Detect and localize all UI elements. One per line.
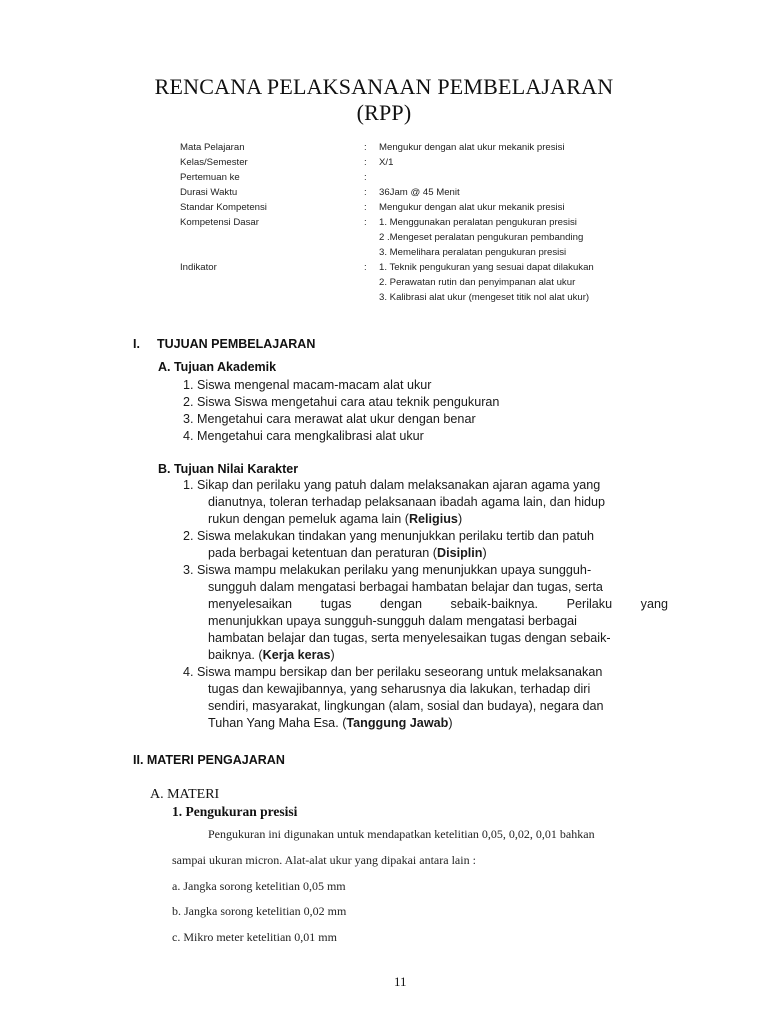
info-colon: : (364, 172, 367, 183)
document-title: RENCANA PELAKSANAAN PEMBELAJARAN (154, 74, 614, 99)
info-label: Mata Pelajaran (180, 142, 245, 153)
character-goal-line (208, 496, 605, 509)
character-goal-line (208, 649, 335, 662)
info-label: Kompetensi Dasar (180, 217, 259, 228)
info-value: Mengukur dengan alat ukur mekanik presisi (379, 202, 565, 213)
character-goal-line (208, 700, 604, 713)
character-goal-line (208, 717, 453, 730)
line-text: 2. Siswa melakukan tindakan yang menunjukkan perilaku tertib dan patuh (183, 529, 594, 543)
academic-goal-item: 3. Mengetahui cara merawat alat ukur dengan benar (183, 412, 476, 426)
info-label: Standar Kompetensi (180, 202, 267, 213)
info-colon: : (364, 142, 367, 153)
info-value: X/1 (379, 157, 394, 168)
info-colon: : (364, 217, 367, 228)
section-2-heading: II. MATERI PENGAJARAN (133, 753, 285, 767)
line-text: sungguh dalam mengatasi berbagai hambatan belajar dan tugas, serta (208, 580, 603, 594)
line-text: tugas dan kewajibannya, yang seharusnya dia lakukan, terhadap diri (208, 682, 591, 696)
subsection-a-heading: A. Tujuan Akademik (158, 360, 277, 374)
line-text: 4. Siswa mampu bersikap dan ber perilaku seseorang untuk melaksanakan (183, 665, 603, 679)
character-goal-line (208, 615, 577, 628)
character-goal-line (208, 598, 668, 611)
line-suffix: ) (448, 716, 453, 730)
tool-item: a. Jangka sorong ketelitian 0,05 mm (172, 879, 346, 893)
info-value: 2 .Mengeset peralatan pengukuran pembanding (379, 232, 584, 243)
character-value: Tanggung Jawab (346, 716, 449, 730)
line-text: pada berbagai ketentuan dan peraturan ( (208, 546, 437, 560)
character-goal-line (208, 581, 603, 594)
info-label: Durasi Waktu (180, 187, 238, 198)
character-goal-line (183, 479, 600, 492)
info-value: 1. Menggunakan peralatan pengukuran presisi (379, 217, 577, 228)
academic-goal-item: 4. Mengetahui cara mengkalibrasi alat ukur (183, 429, 424, 443)
character-goal-line (183, 666, 602, 679)
line-text: menyelesaikan tugas dengan sebaik-baiknya. Perilaku yang (208, 597, 668, 611)
line-suffix: ) (482, 546, 487, 560)
info-value: 36Jam @ 45 Menit (379, 187, 460, 198)
subsection-b-heading: B. Tujuan Nilai Karakter (158, 462, 299, 476)
academic-goal-item: 1. Siswa mengenal macam-macam alat ukur (183, 378, 432, 392)
character-value: Religius (408, 512, 458, 526)
info-value: 3. Memelihara peralatan pengukuran presisi (379, 247, 567, 258)
info-colon: : (364, 157, 367, 168)
info-label: Pertemuan ke (180, 172, 240, 183)
academic-goal-item: 2. Siswa Siswa mengetahui cara atau teknik pengukuran (183, 395, 500, 409)
info-value: 2. Perawatan rutin dan penyimpanan alat ukur (379, 277, 576, 288)
info-colon: : (364, 262, 367, 273)
character-goal-line (183, 564, 591, 577)
paragraph-line: sampai ukuran micron. Alat-alat ukur yang dipakai antara lain : (172, 853, 476, 867)
character-goal-line (208, 632, 611, 645)
character-goal-line (183, 530, 594, 543)
character-value: Disiplin (436, 546, 483, 560)
section-1-number: I. (133, 337, 140, 351)
info-value: 3. Kalibrasi alat ukur (mengeset titik nol alat ukur) (379, 292, 590, 303)
line-text: rukun dengan pemeluk agama lain ( (208, 512, 409, 526)
line-text: 3. Siswa mampu melakukan perilaku yang menunjukkan upaya sungguh- (183, 563, 592, 577)
document-subtitle: (RPP) (356, 100, 412, 125)
section-1-heading: TUJUAN PEMBELAJARAN (157, 337, 316, 351)
pengukuran-heading: 1. Pengukuran presisi (172, 804, 298, 819)
character-value: Kerja keras (262, 648, 331, 662)
line-text: menunjukkan upaya sungguh-sungguh dalam mengatasi berbagai (208, 614, 577, 628)
info-label: Kelas/Semester (180, 157, 248, 168)
page-number: 11 (394, 974, 407, 989)
info-label: Indikator (180, 262, 217, 273)
line-text: baiknya. ( (208, 648, 263, 662)
line-text: 1. Sikap dan perilaku yang patuh dalam melaksanakan ajaran agama yang (183, 478, 601, 492)
character-goal-line (208, 683, 590, 696)
character-goal-line (208, 513, 462, 526)
info-value: 1. Teknik pengukuran yang sesuai dapat dilakukan (379, 262, 594, 273)
info-colon: : (364, 202, 367, 213)
line-text: dianutnya, toleran terhadap pelaksanaan ibadah agama lain, dan hidup (208, 495, 606, 509)
line-suffix: ) (457, 512, 463, 526)
tool-item: b. Jangka sorong ketelitian 0,02 mm (172, 904, 347, 918)
info-value: Mengukur dengan alat ukur mekanik presisi (379, 142, 565, 153)
info-colon: : (364, 187, 367, 198)
line-text: sendiri, masyarakat, lingkungan (alam, sosial dan budaya), negara dan (208, 699, 604, 713)
tool-item: c. Mikro meter ketelitian 0,01 mm (172, 930, 337, 944)
character-goal-line (208, 547, 487, 560)
line-text: Tuhan Yang Maha Esa. ( (208, 716, 347, 730)
paragraph-line: Pengukuran ini digunakan untuk mendapatkan ketelitian 0,05, 0,02, 0,01 bahkan (208, 827, 595, 841)
line-text: hambatan belajar dan tugas, serta menyelesaikan tugas dengan sebaik- (208, 631, 611, 645)
line-suffix: ) (330, 648, 335, 662)
materi-heading: A. MATERI (150, 787, 220, 802)
